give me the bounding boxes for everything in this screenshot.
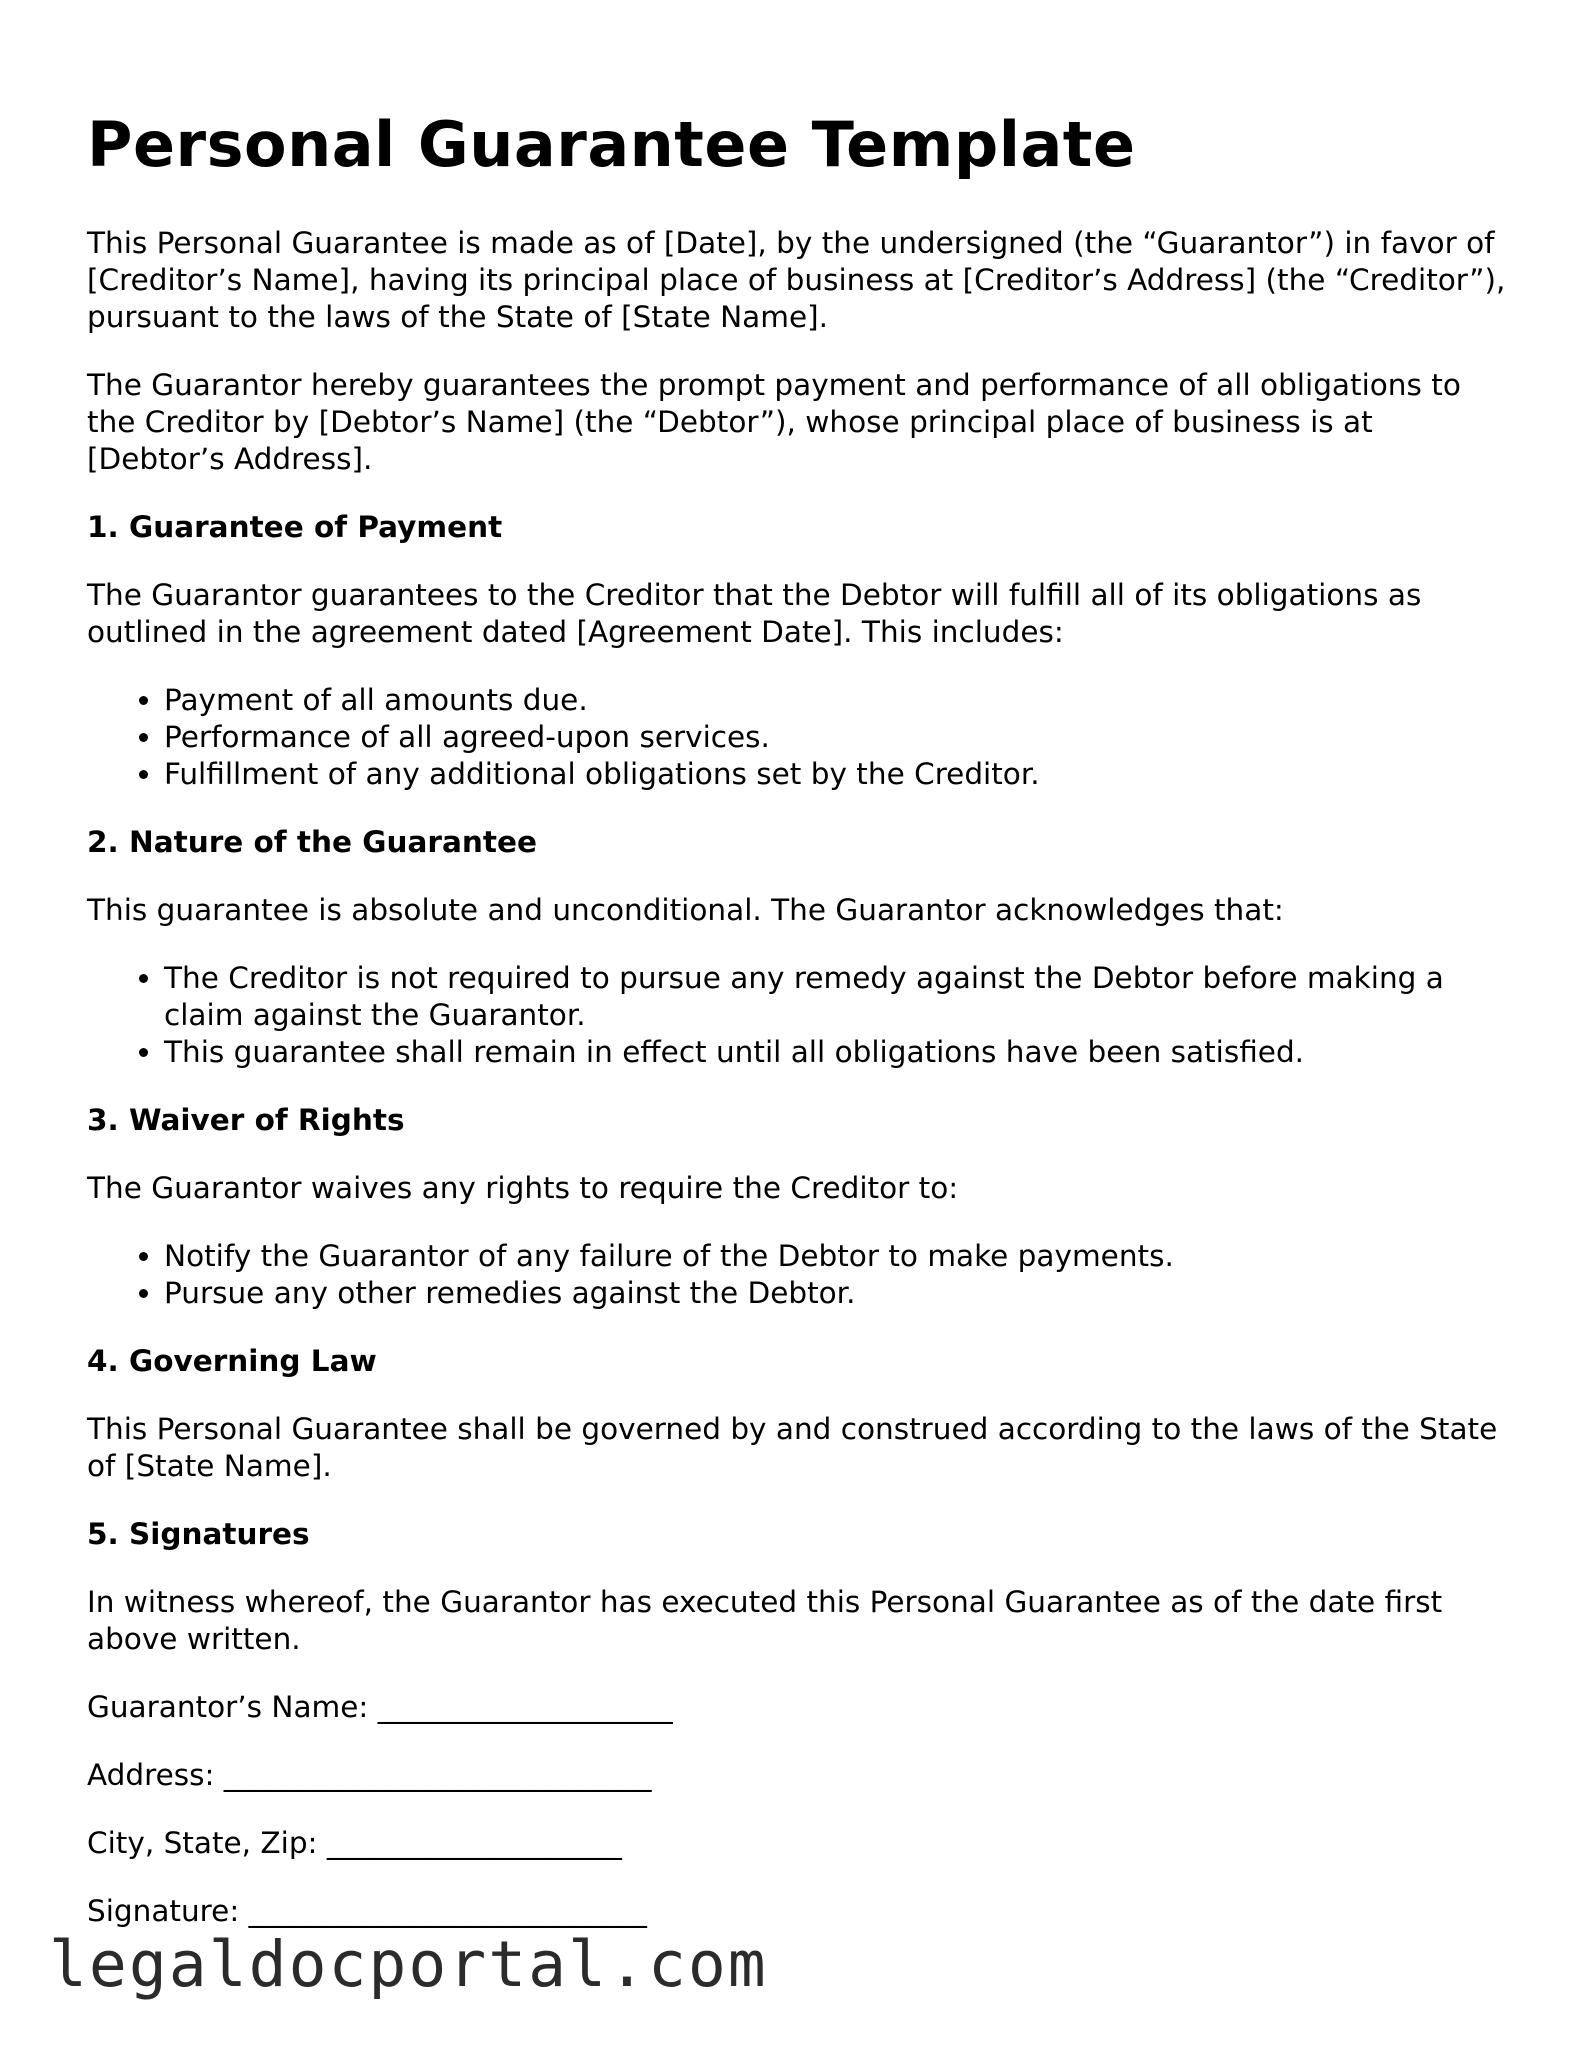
section-paragraph: In witness whereof, the Guarantor has executed this Personal Guarantee as of the date first above written. bbox=[87, 1585, 1443, 1656]
section-heading: 5. Signatures bbox=[87, 1517, 310, 1551]
intro-paragraph: This Personal Guarantee is made as of [Date], by the undersigned (the “Guarantor”) in favor of [Creditor’s Name], having its principal place of business at [Creditor’s Address] (the “Creditor”), pursuant to the laws of the State of [State Name]. bbox=[87, 226, 1506, 334]
signature-field: Signature: ___________________________ bbox=[87, 1894, 647, 1928]
list-item: • Notify the Guarantor of any failure of the Debtor to make payments. bbox=[164, 1238, 1517, 1275]
guarantor-name-field: Guarantor’s Name: ____________________ bbox=[87, 1690, 673, 1724]
address-field: Address: _____________________________ bbox=[87, 1758, 652, 1792]
list-item: • Performance of all agreed-upon services. bbox=[164, 719, 1517, 756]
section-paragraph: This guarantee is absolute and unconditional. The Guarantor acknowledges that: bbox=[87, 893, 1284, 927]
section-paragraph: The Guarantor waives any rights to require the Creditor to: bbox=[87, 1171, 959, 1205]
section-heading: 4. Governing Law bbox=[87, 1344, 377, 1378]
city-state-zip-field: City, State, Zip: ____________________ bbox=[87, 1826, 622, 1860]
list-item: • This guarantee shall remain in effect until all obligations have been satisfied. bbox=[164, 1034, 1517, 1071]
document-title: Personal Guarantee Template bbox=[87, 108, 1136, 181]
section-paragraph: This Personal Guarantee shall be governed by and construed according to the laws of the State of [State Name]. bbox=[87, 1412, 1498, 1483]
section-heading: 2. Nature of the Guarantee bbox=[87, 825, 537, 859]
document-body bbox=[87, 225, 1517, 1961]
intro-paragraph: The Guarantor hereby guarantees the prompt payment and performance of all obligations to the Creditor by [Debtor’s Name] (the “Debtor”), whose principal place of business is at [Debtor’s Address]. bbox=[87, 368, 1461, 476]
list-item: • Fulfillment of any additional obligations set by the Creditor. bbox=[164, 756, 1517, 793]
bullet-list bbox=[87, 682, 1517, 793]
bullet-list bbox=[87, 1238, 1517, 1312]
section-heading: 1. Guarantee of Payment bbox=[87, 510, 503, 544]
bullet-list bbox=[87, 960, 1517, 1071]
section-heading: 3. Waiver of Rights bbox=[87, 1103, 405, 1137]
list-item: • Pursue any other remedies against the Debtor. bbox=[164, 1275, 1517, 1312]
watermark: legaldocportal.com bbox=[49, 1928, 768, 2001]
section-paragraph: The Guarantor guarantees to the Creditor that the Debtor will fulfill all of its obligations as outlined in the agreement dated [Agreement Date]. This includes: bbox=[87, 578, 1422, 649]
list-item: • The Creditor is not required to pursue any remedy against the Debtor before making a claim against the Guarantor. bbox=[164, 960, 1517, 1034]
list-item: • Payment of all amounts due. bbox=[164, 682, 1517, 719]
